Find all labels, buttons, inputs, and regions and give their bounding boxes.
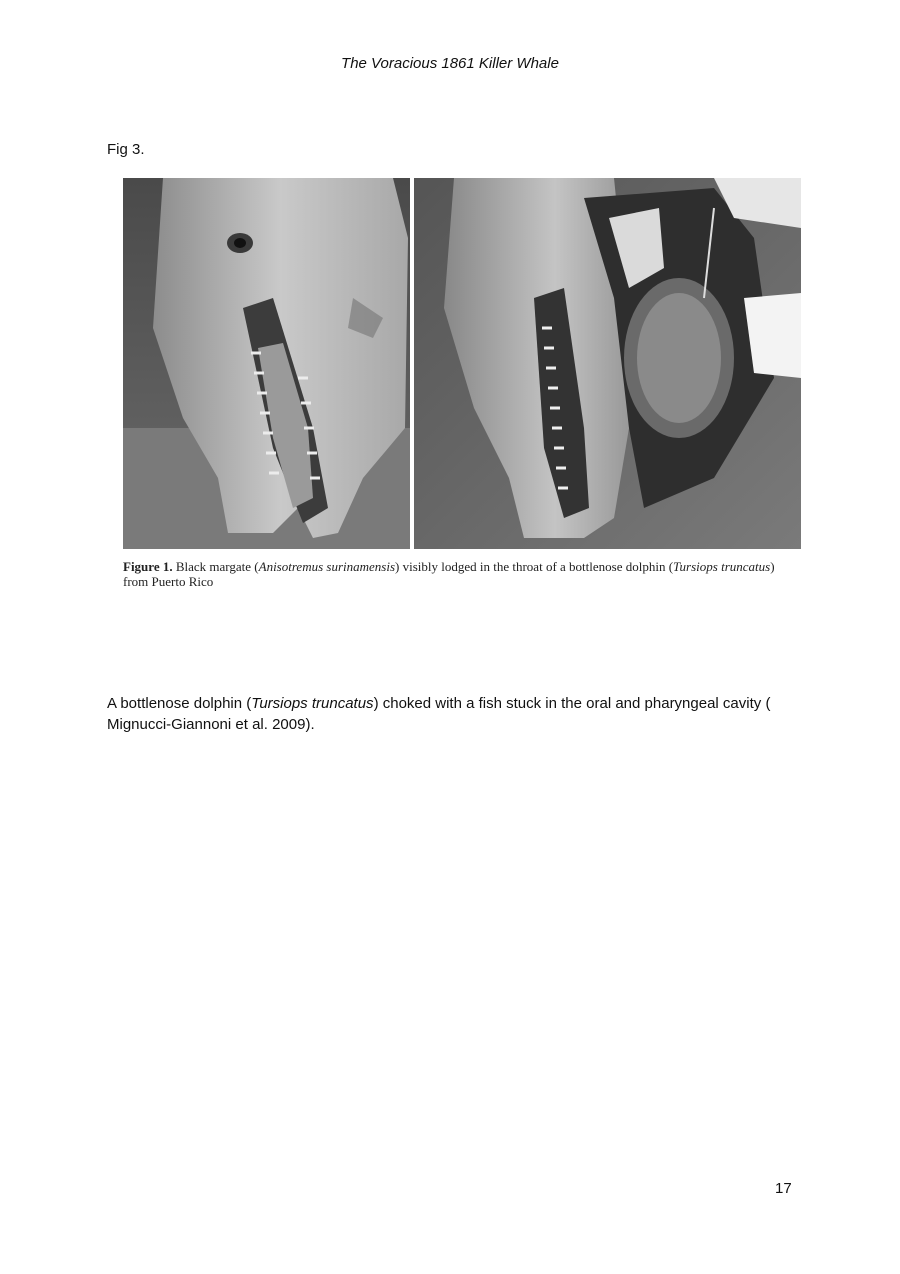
running-header: The Voracious 1861 Killer Whale [341,55,559,72]
figure-caption-line-2: from Puerto Rico [123,574,214,589]
page-number: 17 [775,1180,792,1197]
figure-caption-text-2: ) visibly lodged in the throat of a bottlenose dolphin ( [395,559,674,574]
figure-caption-species-dolphin: Tursiops truncatus [673,559,771,574]
figure-caption-text-1: Black margate ( [172,559,259,574]
body-species: Tursiops truncatus [251,695,374,712]
body-text-1: A bottlenose dolphin ( [107,695,252,712]
body-paragraph [107,693,807,735]
figure-caption-species-fish: Anisotremus surinamensis [258,559,396,574]
body-paragraph-line-1 [107,693,807,714]
body-paragraph-line-2: Mignucci-Giannoni et al. 2009). [107,716,315,733]
figure-caption [123,559,801,589]
figure-photos [123,178,801,549]
figure-caption-line-1 [123,559,801,574]
body-text-2: ) choked with a fish stuck in the oral and pharyngeal cavity ( [373,695,771,712]
figure-label: Fig 3. [107,141,145,158]
figure-caption-text-3: ) [770,559,775,574]
dissected-dolphin-fish-photo [414,178,801,549]
dolphin-head-photo [123,178,410,549]
figure [123,178,801,589]
figure-caption-label: Figure 1. [123,559,173,574]
